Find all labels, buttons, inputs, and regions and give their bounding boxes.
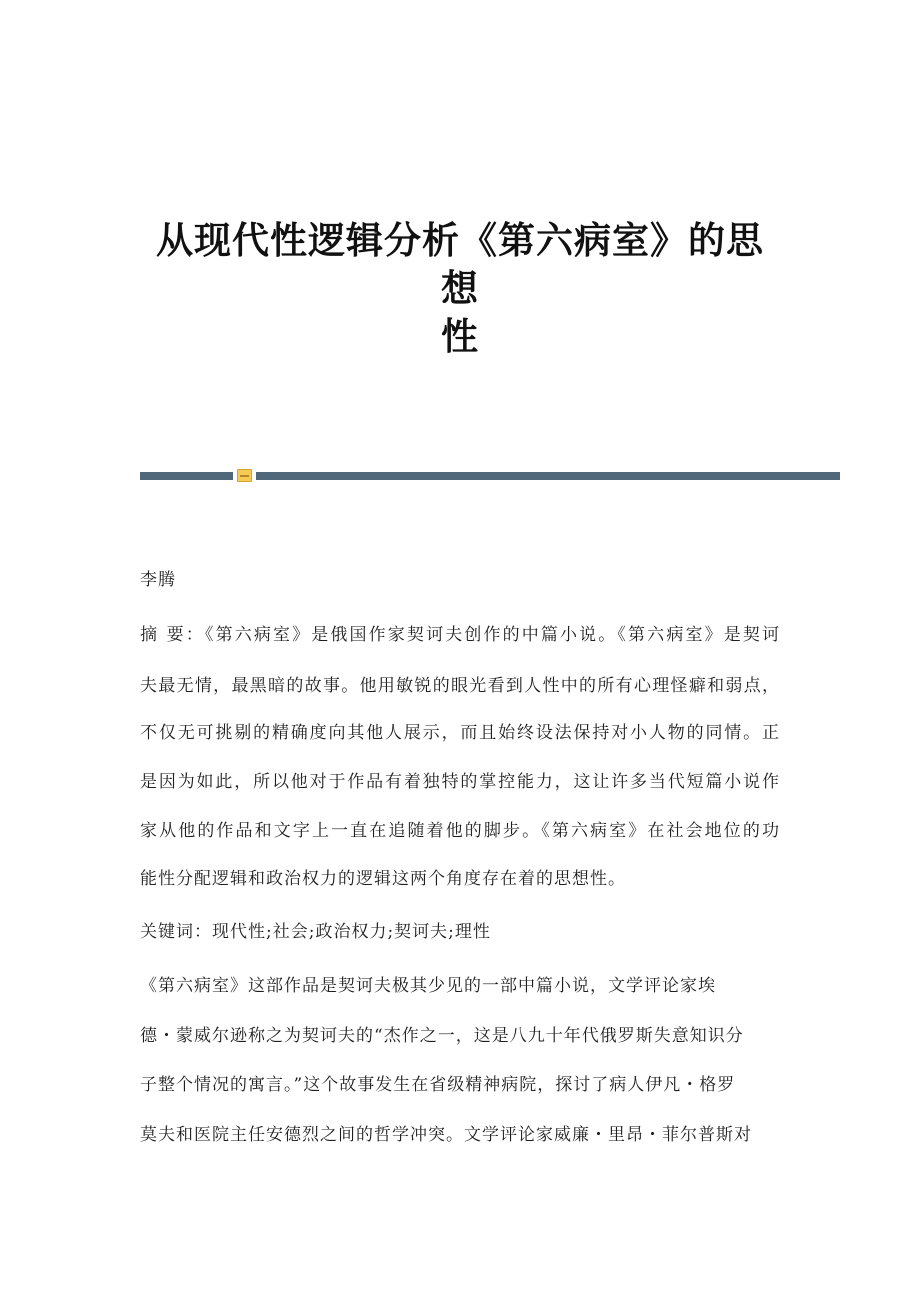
body-line: 《第六病室》这部作品是契诃夫极其少见的一部中篇小说，文学评论家埃 xyxy=(140,976,716,996)
abstract-line: 摘 要：《第六病室》是俄国作家契诃夫创作的中篇小说。《第六病室》是契诃 xyxy=(140,625,780,645)
document-title-line-1: 从现代性逻辑分析《第六病室》的思想 xyxy=(156,218,764,310)
author-name: 李腾 xyxy=(140,570,176,590)
divider-bar-right xyxy=(256,472,840,480)
abstract-line: 夫最无情，最黑暗的故事。他用敏锐的眼光看到人性中的所有心理怪癖和弱点， xyxy=(140,676,780,696)
document-title-line-2: 性 xyxy=(441,314,479,358)
body-line: 莫夫和医院主任安德烈之间的哲学冲突。文学评论家威廉・里昂・菲尔普斯对 xyxy=(140,1125,752,1145)
divider-bar-left xyxy=(140,472,233,480)
abstract-line: 家从他的作品和文字上一直在追随着他的脚步。《第六病室》在社会地位的功 xyxy=(140,821,780,841)
body-line: 子整个情况的寓言。”这个故事发生在省级精神病院，探讨了病人伊凡・格罗 xyxy=(140,1075,736,1095)
abstract-line: 不仅无可挑剔的精确度向其他人展示，而且始终设法保持对小人物的同情。正 xyxy=(140,723,780,743)
keywords-line: 关键词：现代性;社会;政治权力;契诃夫;理性 xyxy=(140,922,491,942)
abstract-line: 是因为如此，所以他对于作品有着独特的掌控能力，这让许多当代短篇小说作 xyxy=(140,772,780,792)
divider-emblem-icon xyxy=(237,469,252,482)
title-divider xyxy=(140,469,840,483)
abstract-line: 能性分配逻辑和政治权力的逻辑这两个角度存在着的思想性。 xyxy=(140,869,626,889)
body-line: 德・蒙威尔逊称之为契诃夫的“杰作之一，这是八九十年代俄罗斯失意知识分 xyxy=(140,1026,744,1046)
